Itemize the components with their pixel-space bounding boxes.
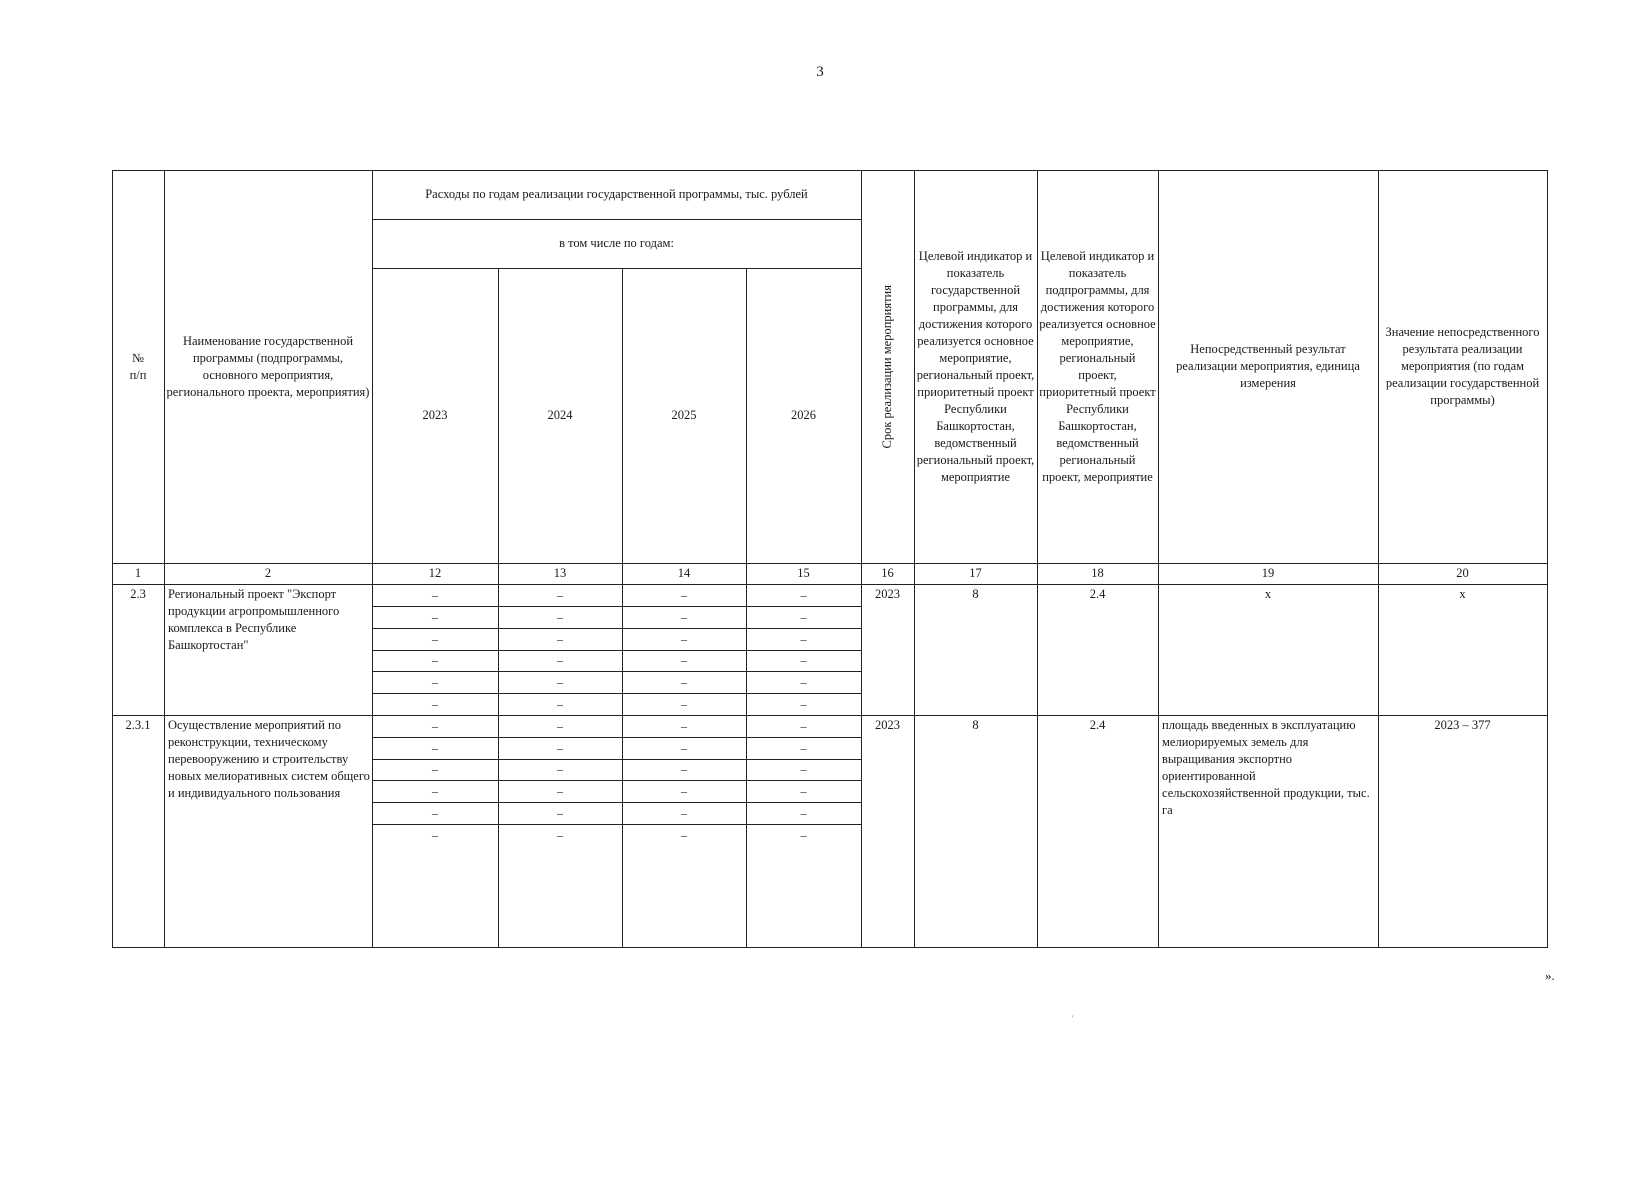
table-border-bottom (112, 947, 1548, 948)
column-number-19: 19 (1261, 566, 1275, 580)
row-2-3-1-expense-dash: – (681, 827, 687, 842)
header-number-cell: № п/п (129, 350, 147, 382)
row-2-3-expense-dash: – (557, 696, 563, 711)
row-2-3-expense-dash: – (800, 609, 807, 624)
closing-quote: ». (1545, 968, 1555, 983)
row-2-3-1-expense-dash: – (681, 783, 687, 798)
row-2-3-1-expense-dash: – (681, 718, 687, 733)
row-2-3-1-expense-dash: – (800, 762, 807, 776)
row-2-3-expense-dash: – (800, 696, 807, 711)
row-2-3-number: 2.3 (130, 587, 146, 601)
row-2-3-expense-dash: – (432, 587, 438, 602)
column-number-2: 2 (264, 566, 272, 580)
row-2-3-expense-dash: – (432, 631, 438, 646)
row-2-3-sp-indicator: 2.4 (1089, 587, 1106, 601)
header-name-cell: Наименование государственной программы (подпрограммы, основного мероприятия, регионального проекта, мероприятия) (166, 333, 370, 399)
row-2-3-1-expense-dash: – (800, 783, 807, 798)
row-2-3-1-expense-dash: – (800, 805, 807, 820)
row-2-3-expense-dash: – (681, 631, 687, 646)
row-2-3-expense-dash: – (432, 696, 438, 711)
row-2-3-expense-dash: – (681, 674, 687, 689)
row-2-3-1-expense-dash: – (432, 718, 438, 733)
header-term-label: Срок реализации мероприятия (880, 284, 894, 449)
row-2-3-1-result-value: 2023 – 377 (1434, 718, 1491, 732)
row-2-3-1-gp-indicator: 8 (972, 718, 979, 732)
row-2-3-1-expense-dash: – (557, 718, 563, 733)
row-2-3-expense-dash: – (432, 674, 438, 689)
row-2-3-1-expense-dash: – (557, 740, 563, 755)
row-2-3-1-expense-dash: – (800, 718, 807, 733)
row-2-3-expense-dash: – (681, 653, 687, 667)
row-2-3-1-term: 2023 (875, 718, 900, 732)
row-2-3-expense-dash: – (557, 653, 563, 667)
row-2-3-1-expense-dash: – (681, 762, 687, 776)
page-number: 3 (816, 64, 824, 80)
header-year-2026: 2026 (791, 408, 816, 422)
row-2-3-1-number: 2.3.1 (125, 718, 151, 732)
column-number-15: 15 (797, 566, 810, 580)
column-number-13: 13 (553, 566, 567, 580)
row-2-3-1-expense-dash: – (432, 827, 438, 842)
header-term-cell (861, 170, 914, 563)
row-2-3-result-value: х (1459, 587, 1466, 601)
row-2-3-1-expense-dash: – (800, 827, 807, 842)
row-2-3-expense-dash: – (800, 674, 807, 689)
row-2-3-expense-dash: – (557, 631, 563, 646)
program-table (112, 170, 1547, 947)
row-2-3-1-expense-dash: – (681, 805, 687, 820)
column-number-18: 18 (1091, 566, 1104, 580)
row-2-3-expense-dash: – (557, 674, 563, 689)
row-2-3-expense-dash: – (800, 631, 807, 646)
row-2-3-expense-dash: – (681, 696, 687, 711)
row-2-3-1-expense-dash: – (432, 740, 438, 755)
row-2-3-expense-dash: – (800, 653, 807, 667)
row-2-3-expense-dash: – (432, 653, 438, 667)
header-sp-indicator-cell: Целевой индикатор и показатель подпрограммы, для достижения которого реализуется основное мероприятие, региональный проект, приоритетный проект Республики Башкортостан, ведомственный региональный проект, мероприятие (1039, 248, 1156, 484)
row-2-3-gp-indicator: 8 (972, 587, 979, 601)
row-2-3-1-expense-dash: – (681, 740, 687, 755)
row-2-3-1-sp-indicator: 2.4 (1089, 718, 1106, 732)
scan-speck: ' (1072, 1014, 1074, 1023)
row-2-3-1-expense-dash: – (557, 762, 563, 776)
table-column-rule (1547, 170, 1548, 948)
column-number-14: 14 (677, 566, 691, 580)
row-2-3-expense-dash: – (800, 587, 807, 602)
row-2-3-1-expense-dash: – (432, 762, 438, 776)
header-year-2025: 2025 (671, 408, 697, 422)
header-gp-indicator-cell: Целевой индикатор и показатель государственной программы, для достижения которого реализуется основное мероприятие, региональный проект, приоритетный проект Республики Башкортостан, ведомственный региональный проект, мероприятие (916, 248, 1035, 484)
column-number-1: 1 (134, 566, 142, 580)
header-expenses-cell: Расходы по годам реализации государственной программы, тыс. рублей (425, 187, 808, 201)
row-2-3-1-expense-dash: – (800, 740, 807, 755)
row-2-3-expense-dash: – (681, 609, 687, 624)
row-2-3-expense-dash: – (557, 609, 563, 624)
header-result-cell: Непосредственный результат реализации мероприятия, единица измерения (1176, 342, 1360, 390)
row-2-3-1-result: площадь введенных в эксплуатацию мелиорируемых земель для выращивания экспортно ориентированной сельскохозяйственной продукции, тыс. га (1162, 718, 1370, 817)
column-number-20: 20 (1456, 566, 1469, 580)
header-year-2024: 2024 (547, 408, 573, 422)
row-2-3-1-expense-dash: – (432, 783, 438, 798)
row-2-3-1-expense-dash: – (557, 805, 563, 820)
row-2-3-1-name: Осуществление мероприятий по реконструкции, техническому перевооружению и строительству новых мелиоративных систем общего и индивидуального пользования (168, 718, 370, 800)
row-2-3-name: Региональный проект "Экспорт продукции агропромышленного комплекса в Республике Башкортостан" (168, 587, 340, 652)
header-year-2023: 2023 (422, 408, 448, 422)
column-number-16: 16 (881, 566, 894, 580)
row-2-3-1-expense-dash: – (432, 805, 438, 820)
row-2-3-term: 2023 (875, 587, 900, 601)
column-number-12: 12 (428, 566, 442, 580)
row-2-3-expense-dash: – (557, 587, 563, 602)
column-number-17: 17 (969, 566, 982, 580)
row-2-3-expense-dash: – (681, 587, 687, 602)
row-2-3-1-expense-dash: – (557, 783, 563, 798)
row-2-3-expense-dash: – (432, 609, 438, 624)
header-result-value-cell: Значение непосредственного результата реализации мероприятия (по годам реализации государственной программы) (1385, 325, 1540, 407)
row-2-3-result: х (1264, 587, 1272, 601)
header-incl-years-cell: в том числе по годам: (559, 236, 674, 250)
row-2-3-1-expense-dash: – (557, 827, 563, 842)
